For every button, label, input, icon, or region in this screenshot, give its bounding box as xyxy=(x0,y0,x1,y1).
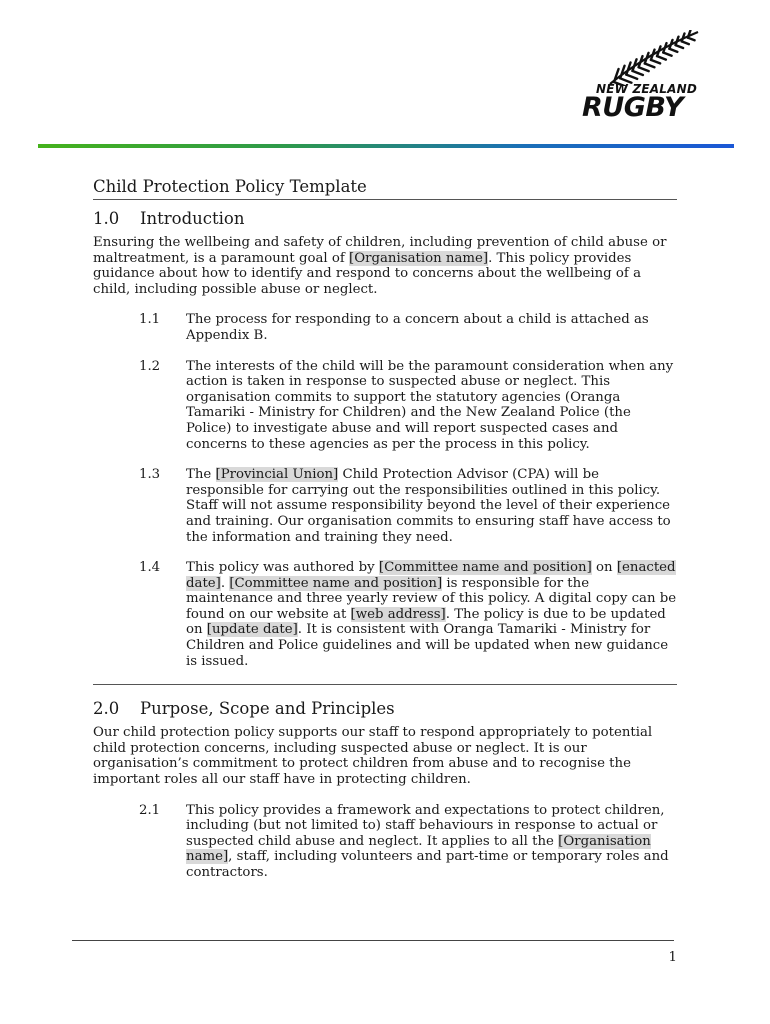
placeholder-field: [Organisation name] xyxy=(349,250,489,266)
placeholder-field: [Committee name and position] xyxy=(378,560,592,576)
logo-text-new-zealand: NEW ZEALAND xyxy=(596,82,697,96)
item-number: 1.4 xyxy=(139,560,161,576)
numbered-list xyxy=(93,312,677,669)
header-gradient-rule xyxy=(38,144,734,148)
placeholder-field: [enacted date] xyxy=(186,560,676,591)
section-title: Introduction xyxy=(140,209,245,228)
placeholder-field: [Organisation name] xyxy=(186,833,651,865)
document-title: Child Protection Policy Template xyxy=(93,176,677,200)
section-2 xyxy=(93,699,677,880)
item-number: 2.1 xyxy=(139,802,161,818)
section-heading xyxy=(93,209,677,228)
list-item xyxy=(139,312,677,343)
item-text: This policy was authored by [Committee name and position] on [enacted date]. [Committee name and position] is responsible for the maintenance and three yearly review of this policy. A digital copy can be found on our website at [web address]. The policy is due to be updated on [update date]. It is consistent with Oranga Tamariki - Ministry for Children and Police guidelines and will be updated when new guidance is issued. xyxy=(186,560,677,669)
item-number: 1.3 xyxy=(139,467,161,483)
item-text: The process for responding to a concern about a child is attached as Appendix B. xyxy=(186,312,649,343)
list-item xyxy=(139,803,677,881)
list-item xyxy=(139,359,677,453)
section-title: Purpose, Scope and Principles xyxy=(140,699,395,719)
section-number: 1.0 xyxy=(93,209,120,228)
item-text: The interests of the child will be the paramount consideration when any action is taken in response to suspected abuse or neglect. This organisation commits to support the statutory agencies (Oranga Tamariki - Ministry for Children) and the New Zealand Police (the Police) to investigate abuse and will report suspected cases and concerns to these agencies as per the process in this policy. xyxy=(186,358,674,452)
item-number: 1.2 xyxy=(139,358,161,374)
item-number: 1.1 xyxy=(139,312,161,328)
nz-rugby-logo xyxy=(580,30,702,125)
item-text: The [Provincial Union] Child Protection Advisor (CPA) will be responsible for carrying out the responsibilities outlined in this policy. Staff will not assume responsibility beyond the level of their experience and training. Our organisation commits to ensuring staff have access to the information and training they need. xyxy=(186,467,671,545)
item-text: This policy provides a framework and expectations to protect children, including (but not limited to) staff behaviours in response to actual or suspected child abuse and neglect. It applies to all the [Organisation name], staff, including volunteers and part-time or temporary roles and contractors. xyxy=(186,802,669,880)
list-item xyxy=(139,560,677,669)
section-1 xyxy=(93,209,677,669)
footer-rule xyxy=(72,940,674,941)
placeholder-field: [web address] xyxy=(350,606,446,622)
logo-text-rugby: RUGBY xyxy=(582,92,684,123)
section-heading xyxy=(93,699,677,718)
document-body xyxy=(93,176,677,896)
section-intro: Our child protection policy supports our staff to respond appropriately to potential child protection concerns, including suspected abuse or neglect. It is our organisation’s commitment to protect children from abuse and to recognise the important roles all our staff have in protecting children. xyxy=(93,725,653,788)
list-item xyxy=(139,467,677,545)
placeholder-field: [Committee name and position] xyxy=(229,575,443,591)
placeholder-field: [update date] xyxy=(206,622,298,638)
silver-fern-icon xyxy=(592,30,702,86)
numbered-list xyxy=(93,803,677,881)
placeholder-field: [Provincial Union] xyxy=(215,467,339,483)
page-number: 1 xyxy=(668,950,677,965)
section-divider xyxy=(93,684,677,685)
section-intro: Ensuring the wellbeing and safety of children, including prevention of child abuse or maltreatment, is a paramount goal of [Organisation name]. This policy provides guidance about how to identify and respond to concerns about the wellbeing of a child, including possible abuse or neglect. xyxy=(93,235,667,297)
section-number: 2.0 xyxy=(93,699,120,719)
